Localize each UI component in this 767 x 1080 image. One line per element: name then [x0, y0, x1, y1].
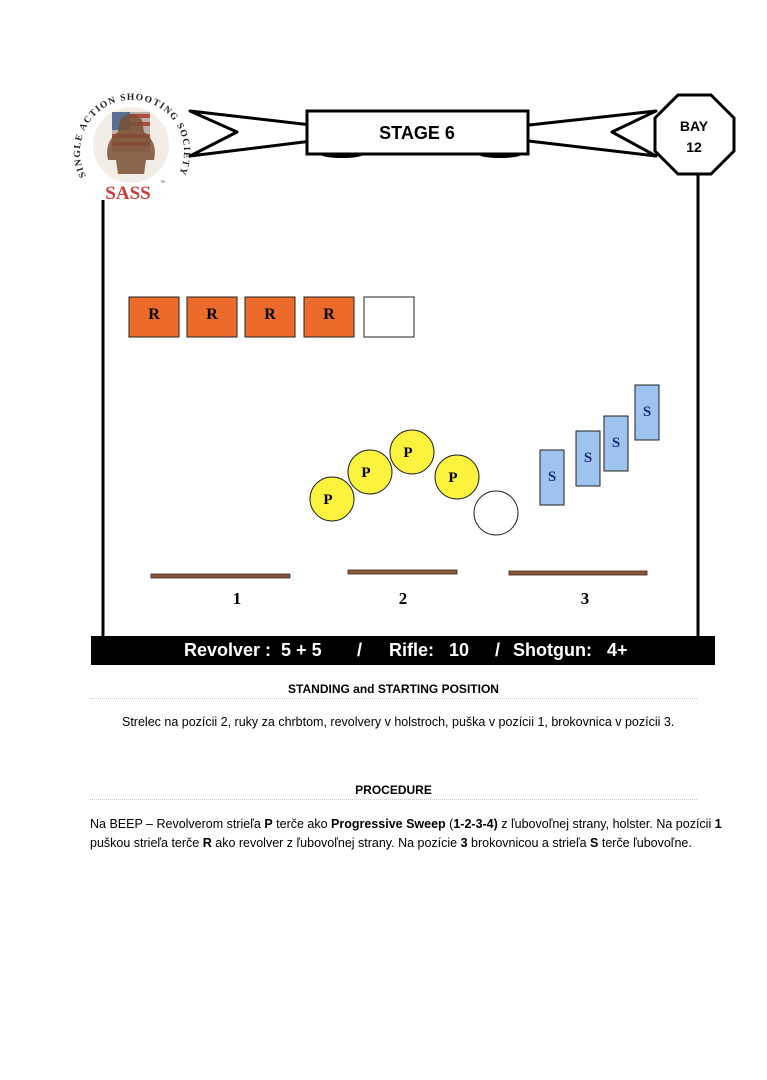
rifle-target-label: R — [264, 306, 276, 323]
rifle-count: Rifle: 10 — [389, 640, 470, 660]
pistol-target — [310, 477, 354, 521]
rifle-target-label: R — [323, 306, 335, 323]
procedure-line-1: Na BEEP – Revolverom strieľa P terče ako Progressive Sweep (1-2-3-4) z ľubovoľnej strany, holster. Na pozícii 1 — [90, 817, 722, 831]
rifle-targets — [129, 297, 414, 337]
sass-logo — [73, 93, 191, 204]
shotgun-target — [604, 416, 628, 471]
shotgun-target — [540, 450, 564, 505]
shotgun-target — [635, 385, 659, 440]
revolver-count: Revolver : 5 + 5 — [184, 640, 322, 660]
rifle-target — [187, 297, 237, 337]
logo-arc-text: SINGLE ACTION SHOOTING SOCIETY — [72, 92, 192, 180]
rifle-target-label: R — [206, 306, 218, 323]
shotgun-target-label: S — [611, 435, 621, 451]
rifle-target-plate — [364, 297, 414, 337]
position-number: 3 — [580, 589, 590, 608]
divider — [90, 799, 697, 800]
bay-number: 12 — [686, 139, 702, 155]
shooting-position — [509, 571, 647, 608]
bay-label: BAY — [679, 118, 709, 134]
round-separator: / — [357, 640, 363, 660]
shotgun-target — [576, 431, 600, 486]
bay-octagon — [655, 95, 734, 174]
pistol-target-plate — [474, 491, 518, 535]
starting-text: Strelec na pozícii 2, ruky za chrbtom, revolvery v holstroch, puška v pozícii 1, brokovnica v pozícii 3. — [122, 715, 675, 729]
rifle-target — [364, 297, 414, 337]
banner-right-tail — [520, 111, 656, 156]
rifle-target-label: R — [148, 306, 160, 323]
shotgun-count: Shotgun: 4+ — [513, 640, 628, 660]
stage-title: STAGE 6 — [379, 123, 455, 143]
round-count-bar — [91, 636, 715, 665]
shotgun-targets — [540, 385, 659, 505]
starting-heading: STANDING and STARTING POSITION — [288, 682, 499, 696]
logo-trademark: ™ — [160, 180, 165, 186]
pistol-target — [435, 455, 479, 499]
rifle-target — [245, 297, 295, 337]
shotgun-target-label: S — [642, 404, 652, 420]
rifle-target — [129, 297, 179, 337]
position-table — [348, 570, 457, 574]
position-number: 1 — [232, 589, 242, 608]
position-tables — [151, 570, 647, 608]
pistol-target-label: P — [403, 445, 413, 461]
pistol-target — [390, 430, 434, 474]
rifle-target — [304, 297, 354, 337]
logo-wordmark: SASS — [105, 183, 151, 204]
pistol-targets — [310, 430, 518, 535]
bay-badge — [655, 95, 734, 174]
procedure-line-2: puškou strieľa terče R ako revolver z ľubovoľnej strany. Na pozície 3 brokovnicou a strieľa S terče ľubovoľne. — [90, 836, 692, 850]
round-separator: / — [495, 640, 501, 660]
pistol-target-label: P — [361, 465, 371, 481]
shooting-position — [151, 574, 290, 608]
shooting-position — [348, 570, 457, 608]
shotgun-target-label: S — [583, 450, 593, 466]
position-table — [151, 574, 290, 578]
shotgun-target-label: S — [547, 469, 557, 485]
procedure-text — [90, 815, 740, 853]
position-number: 2 — [398, 589, 408, 608]
pistol-target-label: P — [448, 470, 458, 486]
stage-banner — [190, 111, 656, 158]
banner-left-tail — [190, 111, 320, 156]
position-table — [509, 571, 647, 575]
divider — [90, 698, 697, 699]
pistol-target — [348, 450, 392, 494]
pistol-target-label: P — [323, 492, 333, 508]
procedure-heading: PROCEDURE — [355, 783, 432, 797]
pistol-target — [474, 491, 518, 535]
